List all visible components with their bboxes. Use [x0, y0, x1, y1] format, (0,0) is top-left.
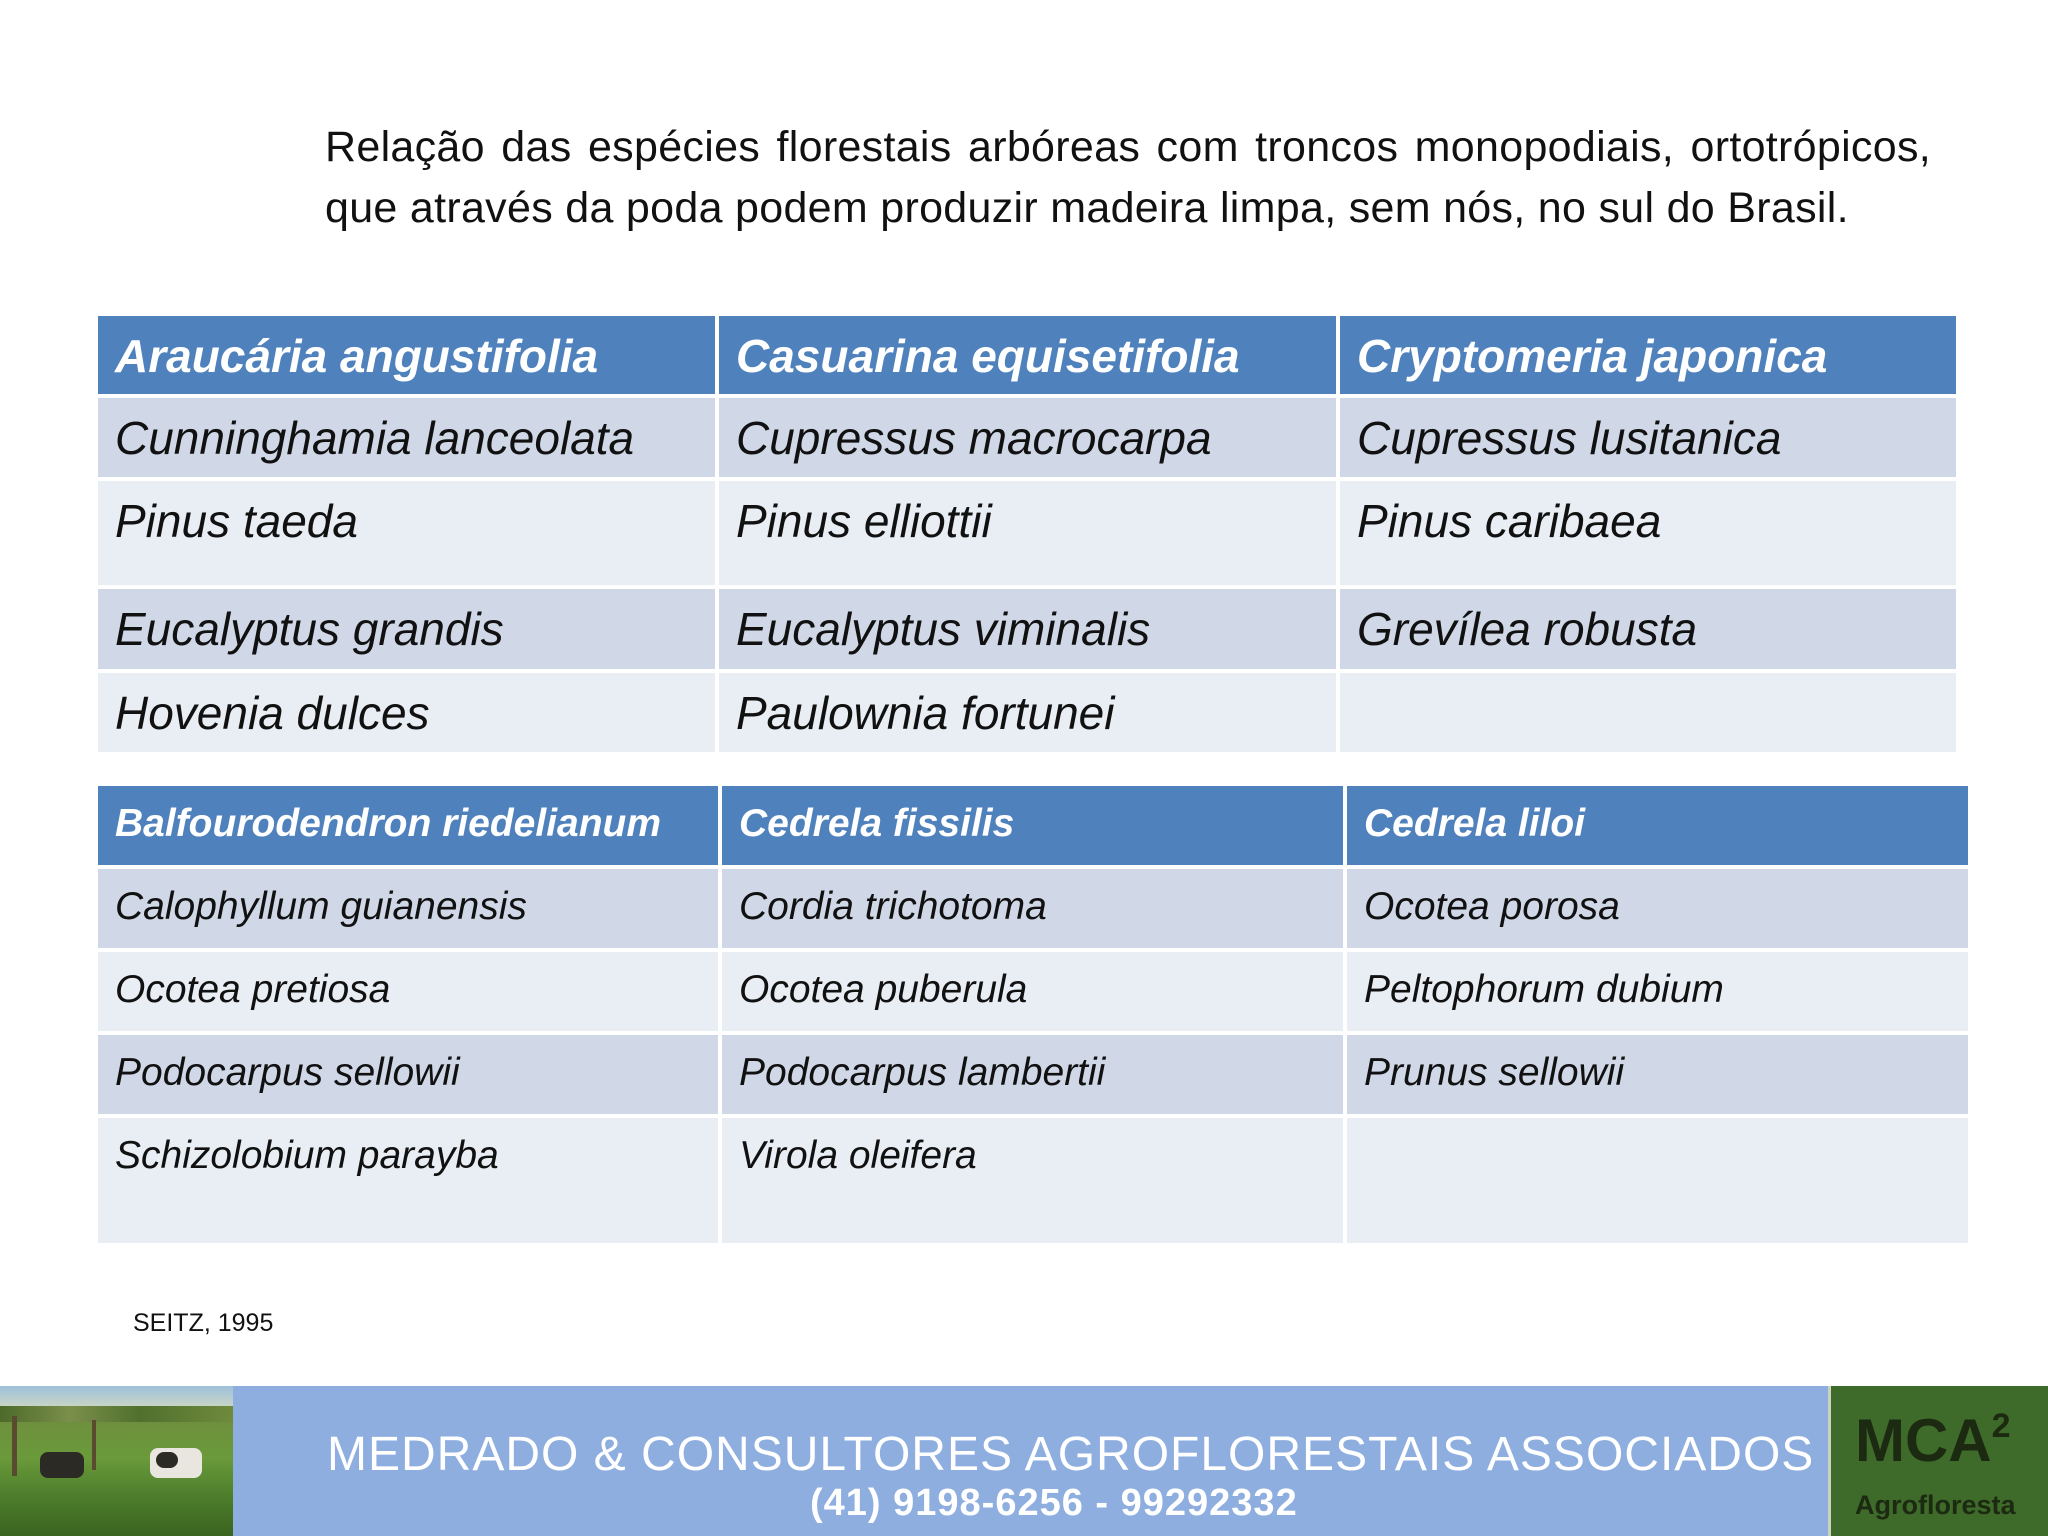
source-citation: SEITZ, 1995 — [133, 1309, 274, 1337]
table-row — [98, 481, 1956, 585]
treeline — [0, 1406, 233, 1422]
table-cell: Cordia trichotoma — [722, 869, 1343, 948]
table-cell: Pinus taeda — [98, 481, 715, 585]
table-cell: Virola oleifera — [722, 1118, 1343, 1243]
footer-title: MEDRADO & CONSULTORES AGROFLORESTAIS ASSOCIADOS — [327, 1428, 1815, 1481]
table-cell: Hovenia dulces — [98, 673, 715, 752]
table-cell: Ocotea porosa — [1347, 869, 1968, 948]
table-cell: Schizolobium parayba — [98, 1118, 718, 1243]
logo-mark — [1855, 1406, 2011, 1475]
table-cell: Pinus caribaea — [1340, 481, 1956, 585]
table-cell: Peltophorum dubium — [1347, 952, 1968, 1031]
table-cell: Eucalyptus grandis — [98, 589, 715, 669]
table-row — [98, 869, 1968, 948]
table-header-cell: Casuarina equisetifolia — [719, 316, 1336, 394]
logo-subtitle: Agrofloresta — [1855, 1490, 2016, 1520]
table-cell: Prunus sellowii — [1347, 1035, 1968, 1114]
table-header-cell: Balfourodendron riedelianum — [98, 786, 718, 865]
pasture-photo — [0, 1386, 233, 1536]
table-cell: Cupressus macrocarpa — [719, 398, 1336, 477]
cow — [40, 1452, 84, 1478]
table-cell: Ocotea puberula — [722, 952, 1343, 1031]
logo-main: MCA — [1855, 1407, 1992, 1474]
footer-phone: (41) 9198-6256 - 99292332 — [810, 1482, 1298, 1524]
table-cell — [1347, 1118, 1968, 1243]
table-header-row — [98, 786, 1968, 865]
table-cell: Pinus elliottii — [719, 481, 1336, 585]
table-header-cell: Araucária angustifolia — [98, 316, 715, 394]
table-cell: Cupressus lusitanica — [1340, 398, 1956, 477]
table-header-row — [98, 316, 1956, 394]
table-cell: Eucalyptus viminalis — [719, 589, 1336, 669]
footer-banner — [0, 1386, 2048, 1536]
table-header-cell: Cryptomeria japonica — [1340, 316, 1956, 394]
table-row — [98, 398, 1956, 477]
table-cell: Calophyllum guianensis — [98, 869, 718, 948]
table-cell — [1340, 673, 1956, 752]
species-table-1 — [94, 312, 1960, 756]
table-cell: Cunninghamia lanceolata — [98, 398, 715, 477]
table-row — [98, 952, 1968, 1031]
table-cell: Paulownia fortunei — [719, 673, 1336, 752]
cow — [156, 1452, 178, 1468]
mca-logo — [1828, 1386, 2048, 1536]
table-cell: Grevílea robusta — [1340, 589, 1956, 669]
table-cell: Ocotea pretiosa — [98, 952, 718, 1031]
intro-paragraph: Relação das espécies florestais arbóreas com troncos monopodiais, ortotrópicos, que através da poda podem produzir madeira limpa, sem nós, no sul do Brasil. — [325, 123, 1931, 232]
species-table-2 — [94, 782, 1972, 1247]
table-row — [98, 1035, 1968, 1114]
table-row — [98, 589, 1956, 669]
table-header-cell: Cedrela liloi — [1347, 786, 1968, 865]
fence-post — [92, 1420, 96, 1470]
table-row — [98, 1118, 1968, 1243]
table-cell: Podocarpus lambertii — [722, 1035, 1343, 1114]
table-row — [98, 673, 1956, 752]
logo-superscript: 2 — [1991, 1407, 2011, 1445]
table-header-cell: Cedrela fissilis — [722, 786, 1343, 865]
fence-post — [12, 1416, 17, 1476]
table-cell: Podocarpus sellowii — [98, 1035, 718, 1114]
